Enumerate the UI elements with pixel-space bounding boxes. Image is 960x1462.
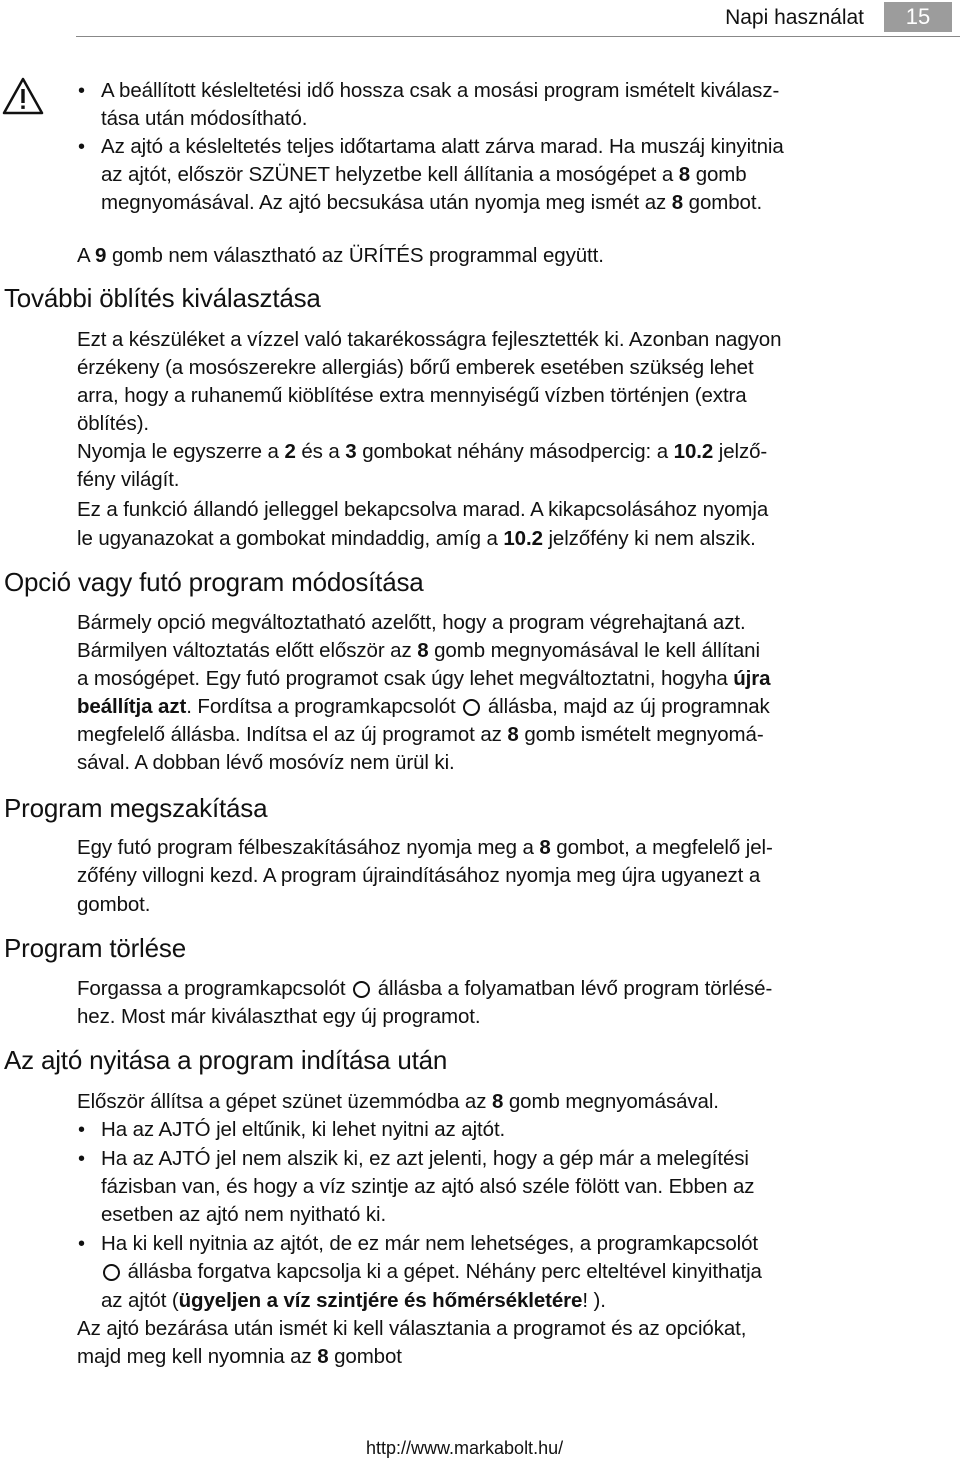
page-number: 15 <box>884 2 952 32</box>
s5-bullet-2-line-2: fázisban van, és hogy a víz szintje az ajtó alsó széle fölött van. Ebben az <box>101 1175 755 1198</box>
s3-line-1: Egy futó program félbeszakításához nyomja meg a 8 gombot, a megfelelő jel- <box>77 836 773 859</box>
s1-line-4: öblítés). <box>77 412 150 435</box>
s4-line-1: Forgassa a programkapcsolót állásba a folyamatban lévő program törlésé- <box>77 977 773 1000</box>
section-heading-pause-program: Program megszakítása <box>4 793 268 823</box>
s1-line-1: Ezt a készüléket a vízzel való takarékosságra fejlesztették ki. Azonban nagyon <box>77 328 782 351</box>
s3-line-2: zőfény villogni kezd. A program újraindításához nyomja meg újra ugyanezt a <box>77 864 761 887</box>
s5-bullet-3-line-2: állásba forgatva kapcsolja ki a gépet. Néhány perc elteltével kinyithatja <box>101 1258 762 1286</box>
note-line: A 9 gomb nem választható az ÜRÍTÉS programmal együtt. <box>77 244 604 267</box>
s1-line-8: le ugyanazokat a gombokat mindaddig, amíg a 10.2 jelzőfény ki nem alszik. <box>77 527 756 550</box>
s2-line-6: sával. A dobban lévő mosóvíz nem ürül ki. <box>77 751 455 774</box>
bullet-marker: • <box>78 136 86 158</box>
warning-triangle-icon <box>2 76 44 116</box>
s2-line-1: Bármely opció megváltoztatható azelőtt, hogy a program végrehajtaná azt. <box>77 611 746 634</box>
section-heading-extra-rinse: További öblítés kiválasztása <box>4 283 321 313</box>
warning-bullet-2-line-2: az ajtót, először SZÜNET helyzetbe kell állítania a mosógépet a 8 gomb <box>101 163 747 186</box>
s1-line-3: arra, hogy a ruhanemű kiöblítése extra mennyiségű vízben történjen (extra <box>77 384 747 407</box>
section-heading-cancel-program: Program törlése <box>4 933 186 963</box>
s4-line-2: hez. Most már kiválaszthat egy új programot. <box>77 1005 481 1028</box>
s5-line-1: Először állítsa a gépet szünet üzemmódba az 8 gomb megnyomásával. <box>77 1090 719 1113</box>
s1-line-2: érzékeny (a mosószerekre allergiás) bőrű emberek esetében szükség lehet <box>77 356 754 379</box>
s2-line-2: Bármilyen változtatás előtt először az 8 gomb megnyomásával le kell állítani <box>77 639 760 662</box>
s2-line-4: beállítja azt. Fordítsa a programkapcsolót állásba, majd az új programnak <box>77 695 770 718</box>
off-position-circle-icon <box>463 699 480 716</box>
section-heading-open-door: Az ajtó nyitása a program indítása után <box>4 1045 448 1075</box>
s5-bullet-1: Ha az AJTÓ jel eltűnik, ki lehet nyitni az ajtót. <box>101 1118 506 1141</box>
off-position-circle-icon <box>103 1264 120 1281</box>
bullet-marker: • <box>78 1233 86 1255</box>
bullet-marker: • <box>78 1148 86 1170</box>
s3-line-3: gombot. <box>77 893 151 916</box>
s2-line-3: a mosógépet. Egy futó programot csak úgy lehet megváltoztatni, hogyha újra <box>77 667 771 690</box>
warning-bullet-1-line-2: tása után módosítható. <box>101 107 308 130</box>
s5-bullet-3-line-3: az ajtót (ügyeljen a víz szintjére és hőmérsékletére! ). <box>101 1289 606 1312</box>
s1-line-6: fény világít. <box>77 468 180 491</box>
s1-line-7: Ez a funkció állandó jelleggel bekapcsolva marad. A kikapcsolásához nyomja <box>77 498 769 521</box>
bullet-marker: • <box>78 80 86 102</box>
off-position-circle-icon <box>353 981 370 998</box>
bullet-marker: • <box>78 1119 86 1141</box>
s2-line-5: megfelelő állásba. Indítsa el az új programot az 8 gomb ismételt megnyomá- <box>77 723 764 746</box>
warning-bullet-1-line-1: A beállított késleltetési idő hossza csak a mosási program ismételt kiválasz- <box>101 79 780 102</box>
section-heading-modify-program: Opció vagy futó program módosítása <box>4 567 424 597</box>
s5-bullet-2-line-1: Ha az AJTÓ jel nem alszik ki, ez azt jelenti, hogy a gép már a melegítési <box>101 1147 749 1170</box>
s5-bullet-2-line-3: esetben az ajtó nem nyitható ki. <box>101 1203 387 1226</box>
warning-bullet-2-line-1: Az ajtó a késleltetés teljes időtartama alatt zárva marad. Ha muszáj kinyitnia <box>101 135 784 158</box>
s1-line-5: Nyomja le egyszerre a 2 és a 3 gombokat néhány másodpercig: a 10.2 jelző- <box>77 440 768 463</box>
s5-closing-line-2: majd meg kell nyomnia az 8 gombot <box>77 1345 402 1368</box>
footer-url[interactable]: http://www.markabolt.hu/ <box>366 1438 564 1458</box>
s5-bullet-3-line-1: Ha ki kell nyitnia az ajtót, de ez már nem lehetséges, a programkapcsolót <box>101 1232 758 1255</box>
header-rule <box>76 36 960 37</box>
s5-closing-line-1: Az ajtó bezárása után ismét ki kell választania a programot és az opciókat, <box>77 1317 747 1340</box>
warning-bullet-2-line-3: megnyomásával. Az ajtó becsukása után nyomja meg ismét az 8 gombot. <box>101 191 763 214</box>
page-header-title: Napi használat <box>725 6 864 29</box>
